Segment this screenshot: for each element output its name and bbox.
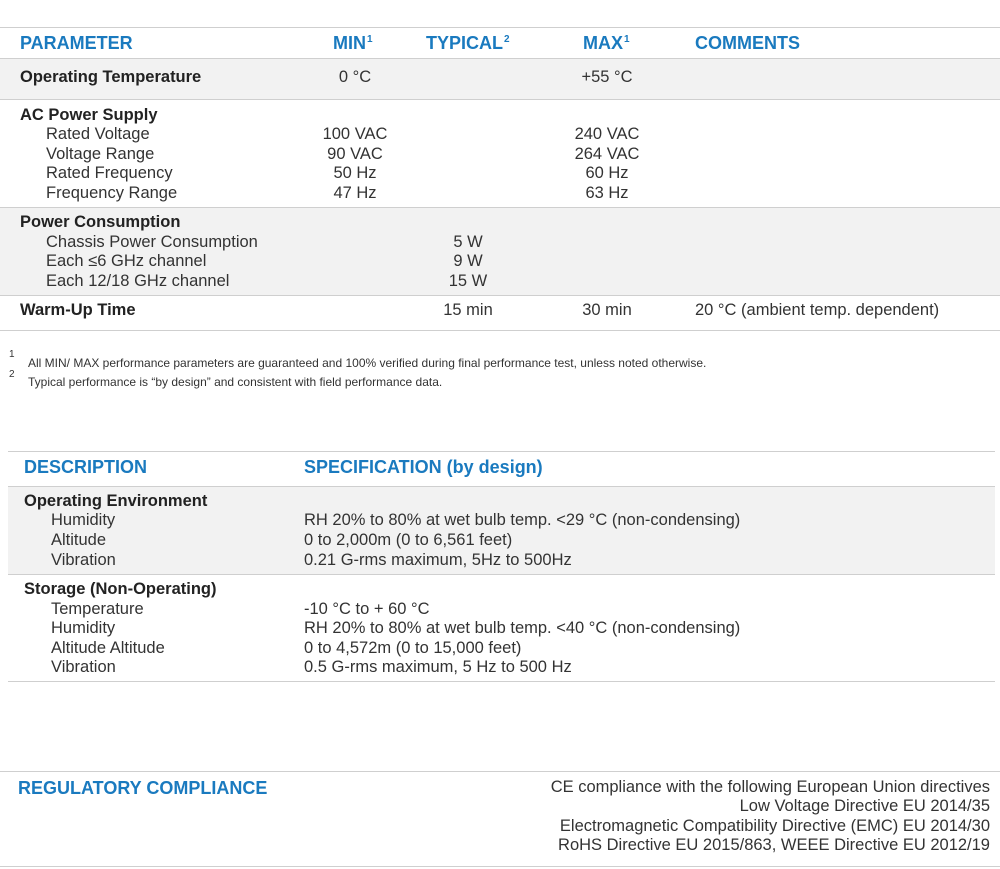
channel-12-18ghz-typical: 15 W — [448, 272, 488, 290]
storage-label: Storage (Non-Operating) — [24, 580, 217, 598]
ac-voltage-range-max: 264 VAC — [574, 145, 640, 163]
regulatory-top-rule — [0, 771, 1000, 772]
header-max: MAX$^1$ — [583, 33, 630, 53]
footnote-1-number: 1 — [9, 349, 15, 360]
op-humidity-value: RH 20% to 80% at wet bulb temp. <29 °C (non-condensing) — [304, 511, 741, 529]
header-parameter: PARAMETER — [20, 33, 133, 53]
ac-rated-frequency-min: 50 Hz — [333, 164, 377, 182]
st-humidity-label: Humidity — [51, 619, 116, 637]
op-humidity-label: Humidity — [51, 511, 116, 529]
regulatory-line-1: CE compliance with the following European Union directives — [550, 778, 990, 796]
footnote-2-number: 2 — [9, 369, 15, 380]
env-table-bottom-rule — [8, 681, 995, 682]
ac-voltage-range-label: Voltage Range — [46, 145, 155, 163]
chassis-power-label: Chassis Power Consumption — [46, 233, 258, 251]
rule — [0, 295, 1000, 296]
footnote-1-text: All MIN/ MAX performance parameters are guaranteed and 100% verified during final performance test, unless noted otherwise. — [28, 356, 707, 370]
st-vibration-label: Vibration — [51, 658, 116, 676]
rule — [0, 58, 1000, 59]
ac-rated-voltage-min: 100 VAC — [322, 125, 388, 143]
ac-rated-frequency-max: 60 Hz — [585, 164, 629, 182]
op-vibration-value: 0.21 G-rms maximum, 5Hz to 500Hz — [304, 551, 572, 569]
ac-frequency-range-label: Frequency Range — [46, 184, 178, 202]
regulatory-line-2: Low Voltage Directive EU 2014/35 — [739, 797, 990, 815]
ac-frequency-range-min: 47 Hz — [333, 184, 377, 202]
regulatory-bottom-rule — [0, 866, 1000, 867]
warm-up-comment: 20 °C (ambient temp. dependent) — [695, 301, 940, 319]
ac-voltage-range-min: 90 VAC — [327, 145, 383, 163]
footnote-2-text: Typical performance is “by design” and consistent with field performance data. — [28, 375, 443, 389]
warm-up-label: Warm-Up Time — [20, 301, 136, 319]
warm-up-typical: 15 min — [443, 301, 493, 319]
op-altitude-value: 0 to 2,000m (0 to 6,561 feet) — [304, 531, 513, 549]
regulatory-title: REGULATORY COMPLIANCE — [18, 778, 268, 798]
ac-frequency-range-max: 63 Hz — [585, 184, 629, 202]
spec-table-top-rule — [0, 27, 1000, 28]
channel-6ghz-typical: 9 W — [453, 252, 483, 270]
operating-temperature-max: +55 °C — [581, 68, 633, 86]
st-vibration-value: 0.5 G-rms maximum, 5 Hz to 500 Hz — [304, 658, 572, 676]
rule — [8, 486, 995, 487]
header-typical: TYPICAL$^2$ — [426, 33, 510, 53]
ac-rated-voltage-max: 240 VAC — [574, 125, 640, 143]
power-consumption-label: Power Consumption — [20, 213, 181, 231]
channel-6ghz-label: Each ≤6 GHz channel — [46, 252, 207, 270]
rule — [8, 574, 995, 575]
rule — [0, 207, 1000, 208]
warm-up-max: 30 min — [582, 301, 632, 319]
env-table-top-rule — [8, 451, 995, 452]
st-altitude-label: Altitude Altitude — [51, 639, 165, 657]
operating-temperature-label: Operating Temperature — [20, 68, 202, 86]
header-specification: SPECIFICATION (by design) — [304, 457, 543, 477]
channel-12-18ghz-label: Each 12/18 GHz channel — [46, 272, 230, 290]
st-temperature-label: Temperature — [51, 600, 144, 618]
spec-table-bottom-rule — [0, 330, 1000, 331]
st-altitude-value: 0 to 4,572m (0 to 15,000 feet) — [304, 639, 522, 657]
header-description: DESCRIPTION — [24, 457, 148, 477]
header-comments: COMMENTS — [695, 33, 800, 53]
st-temperature-value: -10 °C to + 60 °C — [304, 600, 430, 618]
header-min: MIN$^1$ — [333, 33, 373, 53]
op-vibration-label: Vibration — [51, 551, 116, 569]
regulatory-line-3: Electromagnetic Compatibility Directive (EMC) EU 2014/30 — [559, 817, 990, 835]
op-altitude-label: Altitude — [51, 531, 107, 549]
ac-power-label: AC Power Supply — [20, 106, 158, 124]
st-humidity-value: RH 20% to 80% at wet bulb temp. <40 °C (non-condensing) — [304, 619, 741, 637]
operating-environment-label: Operating Environment — [24, 492, 208, 510]
ac-rated-frequency-label: Rated Frequency — [46, 164, 173, 182]
regulatory-line-4: RoHS Directive EU 2015/863, WEEE Directive EU 2012/19 — [558, 836, 990, 854]
rule — [0, 99, 1000, 100]
chassis-power-typical: 5 W — [453, 233, 483, 251]
operating-temperature-min: 0 °C — [338, 68, 372, 86]
ac-rated-voltage-label: Rated Voltage — [46, 125, 150, 143]
